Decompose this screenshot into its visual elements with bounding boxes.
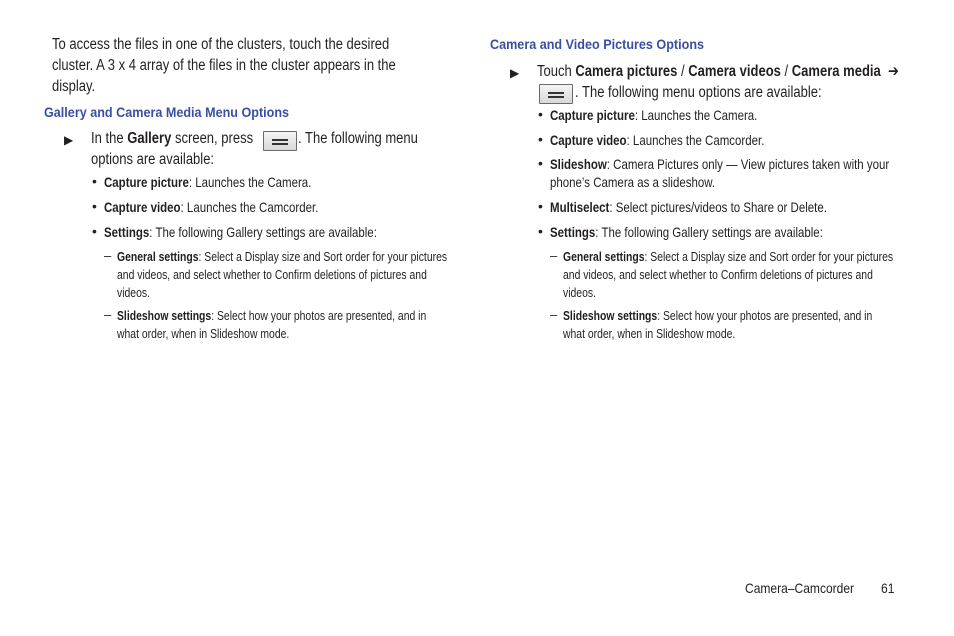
subitem-general-settings-line-2: and videos, and select whether to Confirm deletions of pictures and (117, 267, 427, 282)
bullet-multiselect: Multiselect: Select pictures/videos to Share or Delete. (550, 199, 827, 215)
play-arrow-icon: ▶ (64, 133, 74, 147)
subitem-slideshow-settings-line-2: what order, when in Slideshow mode. (117, 326, 290, 341)
bullet-capture-video: Capture video: Launches the Camcorder. (550, 132, 765, 148)
section-heading-camera: Camera and Video Pictures Options (490, 36, 705, 52)
step-line-1-end: . The following menu (298, 130, 418, 147)
bullet-capture-picture: Capture picture: Launches the Camera. (550, 107, 758, 123)
bullet-capture-picture: Capture picture: Launches the Camera. (104, 174, 312, 190)
subitem-general-settings-line-3: videos. (563, 285, 596, 300)
dash-icon: – (550, 307, 558, 322)
step-line-1: Touch Camera pictures / Camera videos / Camera media ➔ (537, 63, 899, 80)
subitem-general-settings-line-3: videos. (117, 285, 150, 300)
subitem-slideshow-settings-line-1: Slideshow settings: Select how your photos are presented, and in (563, 308, 873, 323)
dash-icon: – (104, 248, 112, 263)
subitem-general-settings-line-1: General settings: Select a Display size and Sort order for your pictures (563, 249, 894, 264)
step-line-1: In the Gallery screen, press (91, 130, 254, 147)
bullet-dot-icon: • (538, 106, 543, 122)
menu-key-icon (539, 84, 573, 104)
bullet-dot-icon: • (538, 131, 543, 147)
intro-line-2: cluster. A 3 x 4 array of the files in the cluster appears in the (52, 57, 396, 74)
bullet-dot-icon: • (538, 155, 543, 171)
bullet-dot-icon: • (538, 223, 543, 239)
bullet-settings: Settings: The following Gallery settings are available: (550, 224, 823, 240)
page-number: 61 (881, 580, 895, 596)
subitem-general-settings-line-2: and videos, and select whether to Confirm deletions of pictures and (563, 267, 873, 282)
play-arrow-icon: ▶ (510, 66, 520, 80)
section-heading-gallery: Gallery and Camera Media Menu Options (44, 104, 290, 120)
menu-key-icon (263, 131, 297, 151)
footer-section-name: Camera–Camcorder (745, 580, 855, 596)
bullet-dot-icon: • (92, 223, 97, 239)
bullet-capture-video: Capture video: Launches the Camcorder. (104, 199, 319, 215)
subitem-slideshow-settings-line-1: Slideshow settings: Select how your photos are presented, and in (117, 308, 427, 323)
bullet-dot-icon: • (92, 198, 97, 214)
intro-line-1: To access the files in one of the clusters, touch the desired (52, 36, 390, 53)
dash-icon: – (550, 248, 558, 263)
dash-icon: – (104, 307, 112, 322)
subitem-general-settings-line-1: General settings: Select a Display size and Sort order for your pictures (117, 249, 448, 264)
step-line-2: options are available: (91, 151, 215, 168)
step-line-2: . The following menu options are available: (575, 84, 822, 101)
bullet-slideshow-line-2: phone’s Camera as a slideshow. (550, 174, 716, 190)
bullet-dot-icon: • (538, 198, 543, 214)
intro-line-3: display. (52, 78, 96, 95)
bullet-dot-icon: • (92, 173, 97, 189)
bullet-settings: Settings: The following Gallery settings are available: (104, 224, 377, 240)
subitem-slideshow-settings-line-2: what order, when in Slideshow mode. (563, 326, 736, 341)
bullet-slideshow: Slideshow: Camera Pictures only — View pictures taken with your (550, 156, 890, 172)
right-arrow-icon: ➔ (888, 63, 899, 80)
